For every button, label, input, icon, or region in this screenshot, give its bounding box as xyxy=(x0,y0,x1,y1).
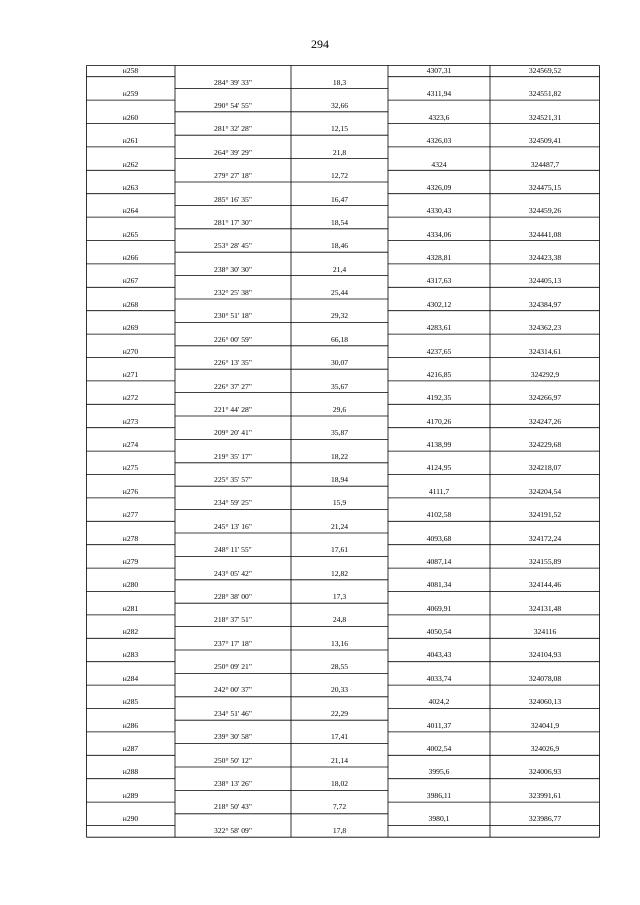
point-row xyxy=(86,486,600,498)
x-coordinate: 4050,54 xyxy=(426,627,452,636)
point-label: н264 xyxy=(122,206,139,216)
point-label: н276 xyxy=(122,486,139,496)
point-label: н273 xyxy=(122,416,139,426)
segment-row xyxy=(86,825,600,837)
segment-row xyxy=(86,474,600,486)
segment-length: 29,6 xyxy=(332,404,347,414)
segment-row xyxy=(86,497,600,509)
point-label: н261 xyxy=(122,136,139,146)
y-coordinate: 324551,82 xyxy=(528,89,562,99)
point-label: н270 xyxy=(122,346,139,356)
direction-angle: 290° 54' 55" xyxy=(214,101,252,111)
direction-angle: 219° 35' 17" xyxy=(214,451,252,461)
point-row xyxy=(86,533,600,545)
segment-row xyxy=(86,77,600,89)
point-label: н283 xyxy=(122,650,139,660)
direction-angle: 218° 50' 43" xyxy=(214,802,252,812)
point-label: н288 xyxy=(122,767,139,777)
x-coordinate: 4326,09 xyxy=(426,182,452,192)
segment-row xyxy=(86,591,600,603)
x-coordinate: 4317,63 xyxy=(426,276,452,286)
x-coordinate: 4302,12 xyxy=(426,299,452,309)
x-coordinate: 4323,6 xyxy=(428,112,450,122)
point-row xyxy=(86,626,600,638)
x-coordinate: 4307,31 xyxy=(426,66,452,75)
point-row xyxy=(86,813,600,825)
point-label: н269 xyxy=(122,323,139,333)
x-coordinate: 4311,94 xyxy=(426,89,452,99)
direction-angle: 253° 28' 45" xyxy=(214,241,252,251)
page-number: 294 xyxy=(311,37,329,51)
segment-length: 29,32 xyxy=(330,311,349,321)
segment-length: 30,07 xyxy=(330,358,349,368)
point-label: н267 xyxy=(122,276,139,286)
point-label: н275 xyxy=(122,463,139,473)
point-label: н260 xyxy=(122,112,139,122)
segment-row xyxy=(86,638,600,650)
y-coordinate: 324060,13 xyxy=(528,697,562,707)
point-row xyxy=(86,579,600,591)
segment-length: 12,72 xyxy=(330,171,349,181)
segment-length: 20,33 xyxy=(330,685,349,695)
segment-length: 12,15 xyxy=(330,124,349,134)
direction-angle: 221° 44' 28" xyxy=(214,404,252,414)
y-coordinate: 324078,08 xyxy=(528,673,562,683)
segment-row xyxy=(86,731,600,743)
segment-length: 17,41 xyxy=(330,732,349,742)
point-row xyxy=(86,252,600,264)
x-coordinate: 4237,65 xyxy=(426,346,452,356)
segment-length: 17,3 xyxy=(332,591,347,601)
point-label: н284 xyxy=(122,673,139,683)
direction-angle: 228° 38' 00" xyxy=(214,591,252,601)
direction-angle: 322° 58' 09" xyxy=(214,825,252,835)
segment-row xyxy=(86,755,600,767)
segment-length: 16,47 xyxy=(330,194,349,204)
point-row xyxy=(86,766,600,778)
coordinates-table xyxy=(86,65,600,836)
y-coordinate: 323986,77 xyxy=(528,814,562,823)
direction-angle: 279° 27' 18" xyxy=(214,171,252,181)
point-row xyxy=(86,65,600,77)
y-coordinate: 324131,48 xyxy=(528,603,562,613)
segment-length: 66,18 xyxy=(330,334,349,344)
segment-row xyxy=(86,170,600,182)
direction-angle: 239° 30' 58" xyxy=(214,732,252,742)
x-coordinate: 4326,03 xyxy=(426,136,452,146)
segment-row xyxy=(86,381,600,393)
direction-angle: 230° 51' 18" xyxy=(214,311,252,321)
y-coordinate: 324521,31 xyxy=(528,112,562,122)
point-label: н278 xyxy=(122,533,139,543)
segment-row xyxy=(86,404,600,416)
x-coordinate: 4170,26 xyxy=(426,416,452,426)
x-coordinate: 4002,54 xyxy=(426,743,452,753)
point-label: н272 xyxy=(122,393,139,403)
segment-length: 25,44 xyxy=(330,288,349,298)
y-coordinate: 324247,26 xyxy=(528,416,562,426)
x-coordinate: 4192,35 xyxy=(426,393,452,403)
y-coordinate: 324191,52 xyxy=(528,510,562,520)
y-coordinate: 324441,08 xyxy=(528,229,562,239)
x-coordinate: 4087,14 xyxy=(426,556,452,566)
x-coordinate: 4093,68 xyxy=(426,533,452,543)
point-label: н258 xyxy=(122,66,139,75)
segment-row xyxy=(86,708,600,720)
segment-length: 7,72 xyxy=(332,802,347,812)
direction-angle: 226° 00' 59" xyxy=(214,334,252,344)
y-coordinate: 324144,46 xyxy=(528,580,562,590)
point-label: н274 xyxy=(122,440,139,449)
x-coordinate: 4324 xyxy=(431,159,447,169)
direction-angle: 209° 20' 41" xyxy=(214,428,252,438)
direction-angle: 218° 37' 51" xyxy=(214,615,252,625)
point-label: н268 xyxy=(122,299,139,309)
segment-length: 28,55 xyxy=(330,662,349,672)
x-coordinate: 4081,34 xyxy=(426,580,452,590)
point-row xyxy=(86,556,600,568)
segment-length: 17,61 xyxy=(330,545,349,555)
segment-length: 18,54 xyxy=(330,217,349,227)
segment-row xyxy=(86,100,600,112)
point-label: н271 xyxy=(122,369,139,379)
y-coordinate: 324172,24 xyxy=(528,533,562,543)
point-row xyxy=(86,509,600,521)
direction-angle: 281° 17' 30" xyxy=(214,217,252,227)
segment-row xyxy=(86,684,600,696)
direction-angle: 238° 30' 30" xyxy=(214,264,252,274)
segment-length: 35,67 xyxy=(330,381,349,391)
y-coordinate: 324362,23 xyxy=(528,323,562,333)
segment-row xyxy=(86,568,600,580)
x-coordinate: 4334,06 xyxy=(426,229,452,239)
y-coordinate: 324509,41 xyxy=(528,136,562,146)
segment-row xyxy=(86,427,600,439)
segment-length: 21,24 xyxy=(330,521,349,531)
segment-length: 21,4 xyxy=(332,264,347,274)
point-row xyxy=(86,346,600,358)
segment-length: 24,8 xyxy=(332,615,347,625)
x-coordinate: 3986,11 xyxy=(426,790,452,800)
point-label: н285 xyxy=(122,697,139,707)
point-row xyxy=(86,603,600,615)
segment-length: 21,14 xyxy=(330,755,349,765)
y-coordinate: 324569,52 xyxy=(528,66,562,75)
segment-length: 18,22 xyxy=(330,451,349,461)
direction-angle: 245° 13' 16" xyxy=(214,521,252,531)
direction-angle: 225° 35' 57" xyxy=(214,475,252,485)
x-coordinate: 4033,74 xyxy=(426,673,452,683)
direction-angle: 238° 13' 26" xyxy=(214,778,252,788)
point-label: н282 xyxy=(122,627,139,636)
point-row xyxy=(86,790,600,802)
point-label: н280 xyxy=(122,580,139,590)
point-row xyxy=(86,299,600,311)
x-coordinate: 4138,99 xyxy=(426,440,452,449)
segment-length: 18,94 xyxy=(330,475,349,485)
y-coordinate: 324266,97 xyxy=(528,393,562,403)
y-coordinate: 324487,7 xyxy=(530,159,560,169)
point-row xyxy=(86,743,600,755)
x-coordinate: 4283,61 xyxy=(426,323,452,333)
y-coordinate: 324006,93 xyxy=(528,767,562,777)
point-row xyxy=(86,135,600,147)
segment-row xyxy=(86,240,600,252)
direction-angle: 226° 13' 35" xyxy=(214,358,252,368)
y-coordinate: 324292,9 xyxy=(530,369,560,379)
y-coordinate: 324041,9 xyxy=(530,720,560,730)
segment-row xyxy=(86,544,600,556)
x-coordinate: 4069,91 xyxy=(426,603,452,613)
point-row xyxy=(86,275,600,287)
x-coordinate: 4328,81 xyxy=(426,253,452,262)
segment-row xyxy=(86,310,600,322)
x-coordinate: 4011,37 xyxy=(426,720,452,730)
point-row xyxy=(86,392,600,404)
segment-row xyxy=(86,123,600,135)
point-label: н281 xyxy=(122,603,139,613)
segment-row xyxy=(86,264,600,276)
direction-angle: 248° 11' 55" xyxy=(214,545,252,555)
point-row xyxy=(86,462,600,474)
point-row xyxy=(86,322,600,334)
y-coordinate: 324155,89 xyxy=(528,556,562,566)
segment-row xyxy=(86,801,600,813)
point-row xyxy=(86,696,600,708)
point-row xyxy=(86,205,600,217)
x-coordinate: 4024,2 xyxy=(428,697,450,707)
segment-row xyxy=(86,521,600,533)
segment-row xyxy=(86,287,600,299)
segment-row xyxy=(86,614,600,626)
point-row xyxy=(86,720,600,732)
segment-row xyxy=(86,778,600,790)
segment-length: 32,66 xyxy=(330,101,349,111)
point-label: н262 xyxy=(122,159,139,169)
point-row xyxy=(86,649,600,661)
x-coordinate: 4330,43 xyxy=(426,206,452,216)
point-row xyxy=(86,88,600,100)
x-coordinate: 3980,1 xyxy=(428,814,450,823)
point-row xyxy=(86,159,600,171)
direction-angle: 232° 25' 38" xyxy=(214,288,252,298)
segment-row xyxy=(86,217,600,229)
x-coordinate: 3995,6 xyxy=(428,767,450,777)
segment-length: 21,8 xyxy=(332,147,347,157)
point-label: н290 xyxy=(122,814,139,823)
direction-angle: 234° 51' 46" xyxy=(214,708,252,718)
point-row xyxy=(86,112,600,124)
y-coordinate: 324218,07 xyxy=(528,463,562,473)
segment-row xyxy=(86,194,600,206)
x-coordinate: 4216,85 xyxy=(426,369,452,379)
point-label: н279 xyxy=(122,556,139,566)
direction-angle: 250° 09' 21" xyxy=(214,662,252,672)
y-coordinate: 324104,93 xyxy=(528,650,562,660)
segment-length: 22,29 xyxy=(330,708,349,718)
y-coordinate: 324314,61 xyxy=(528,346,562,356)
direction-angle: 226° 37' 27" xyxy=(214,381,252,391)
direction-angle: 234° 59' 25" xyxy=(214,498,252,508)
point-label: н265 xyxy=(122,229,139,239)
segment-row xyxy=(86,334,600,346)
x-coordinate: 4102,58 xyxy=(426,510,452,520)
point-row xyxy=(86,369,600,381)
point-label: н286 xyxy=(122,720,139,730)
point-label: н287 xyxy=(122,743,139,753)
y-coordinate: 324229,68 xyxy=(528,440,562,449)
point-label: н259 xyxy=(122,89,139,99)
direction-angle: 285° 16' 35" xyxy=(214,194,252,204)
y-coordinate: 323991,61 xyxy=(528,790,562,800)
point-row xyxy=(86,439,600,451)
segment-row xyxy=(86,451,600,463)
point-row xyxy=(86,416,600,428)
y-coordinate: 324423,38 xyxy=(528,253,562,262)
direction-angle: 242° 00' 37" xyxy=(214,685,252,695)
segment-length: 18,46 xyxy=(330,241,349,251)
direction-angle: 243° 05' 42" xyxy=(214,568,252,578)
y-coordinate: 324026,9 xyxy=(530,743,560,753)
point-label: н277 xyxy=(122,510,139,520)
y-coordinate: 324204,54 xyxy=(528,486,562,496)
point-row xyxy=(86,673,600,685)
segment-row xyxy=(86,661,600,673)
segment-length: 12,82 xyxy=(330,568,349,578)
segment-length: 17,8 xyxy=(332,825,347,835)
point-label: н266 xyxy=(122,253,139,262)
segment-length: 18,02 xyxy=(330,778,349,788)
x-coordinate: 4124,95 xyxy=(426,463,452,473)
point-row xyxy=(86,182,600,194)
segment-row xyxy=(86,147,600,159)
direction-angle: 281° 32' 28" xyxy=(214,124,252,134)
segment-length: 15,9 xyxy=(332,498,347,508)
segment-row xyxy=(86,357,600,369)
y-coordinate: 324405,13 xyxy=(528,276,562,286)
direction-angle: 237° 17' 18" xyxy=(214,638,252,648)
x-coordinate: 4111,7 xyxy=(428,486,450,496)
y-coordinate: 324475,15 xyxy=(528,182,562,192)
y-coordinate: 324116 xyxy=(533,627,557,636)
direction-angle: 284° 39' 33" xyxy=(214,77,252,87)
x-coordinate: 4043,43 xyxy=(426,650,452,660)
point-row xyxy=(86,229,600,241)
y-coordinate: 324459,26 xyxy=(528,206,562,216)
segment-length: 18,3 xyxy=(332,77,347,87)
point-label: н289 xyxy=(122,790,139,800)
segment-length: 35,87 xyxy=(330,428,349,438)
point-label: н263 xyxy=(122,182,139,192)
direction-angle: 250° 50' 12" xyxy=(214,755,252,765)
y-coordinate: 324384,97 xyxy=(528,299,562,309)
direction-angle: 264° 39' 29" xyxy=(214,147,252,157)
segment-length: 13,16 xyxy=(330,638,349,648)
